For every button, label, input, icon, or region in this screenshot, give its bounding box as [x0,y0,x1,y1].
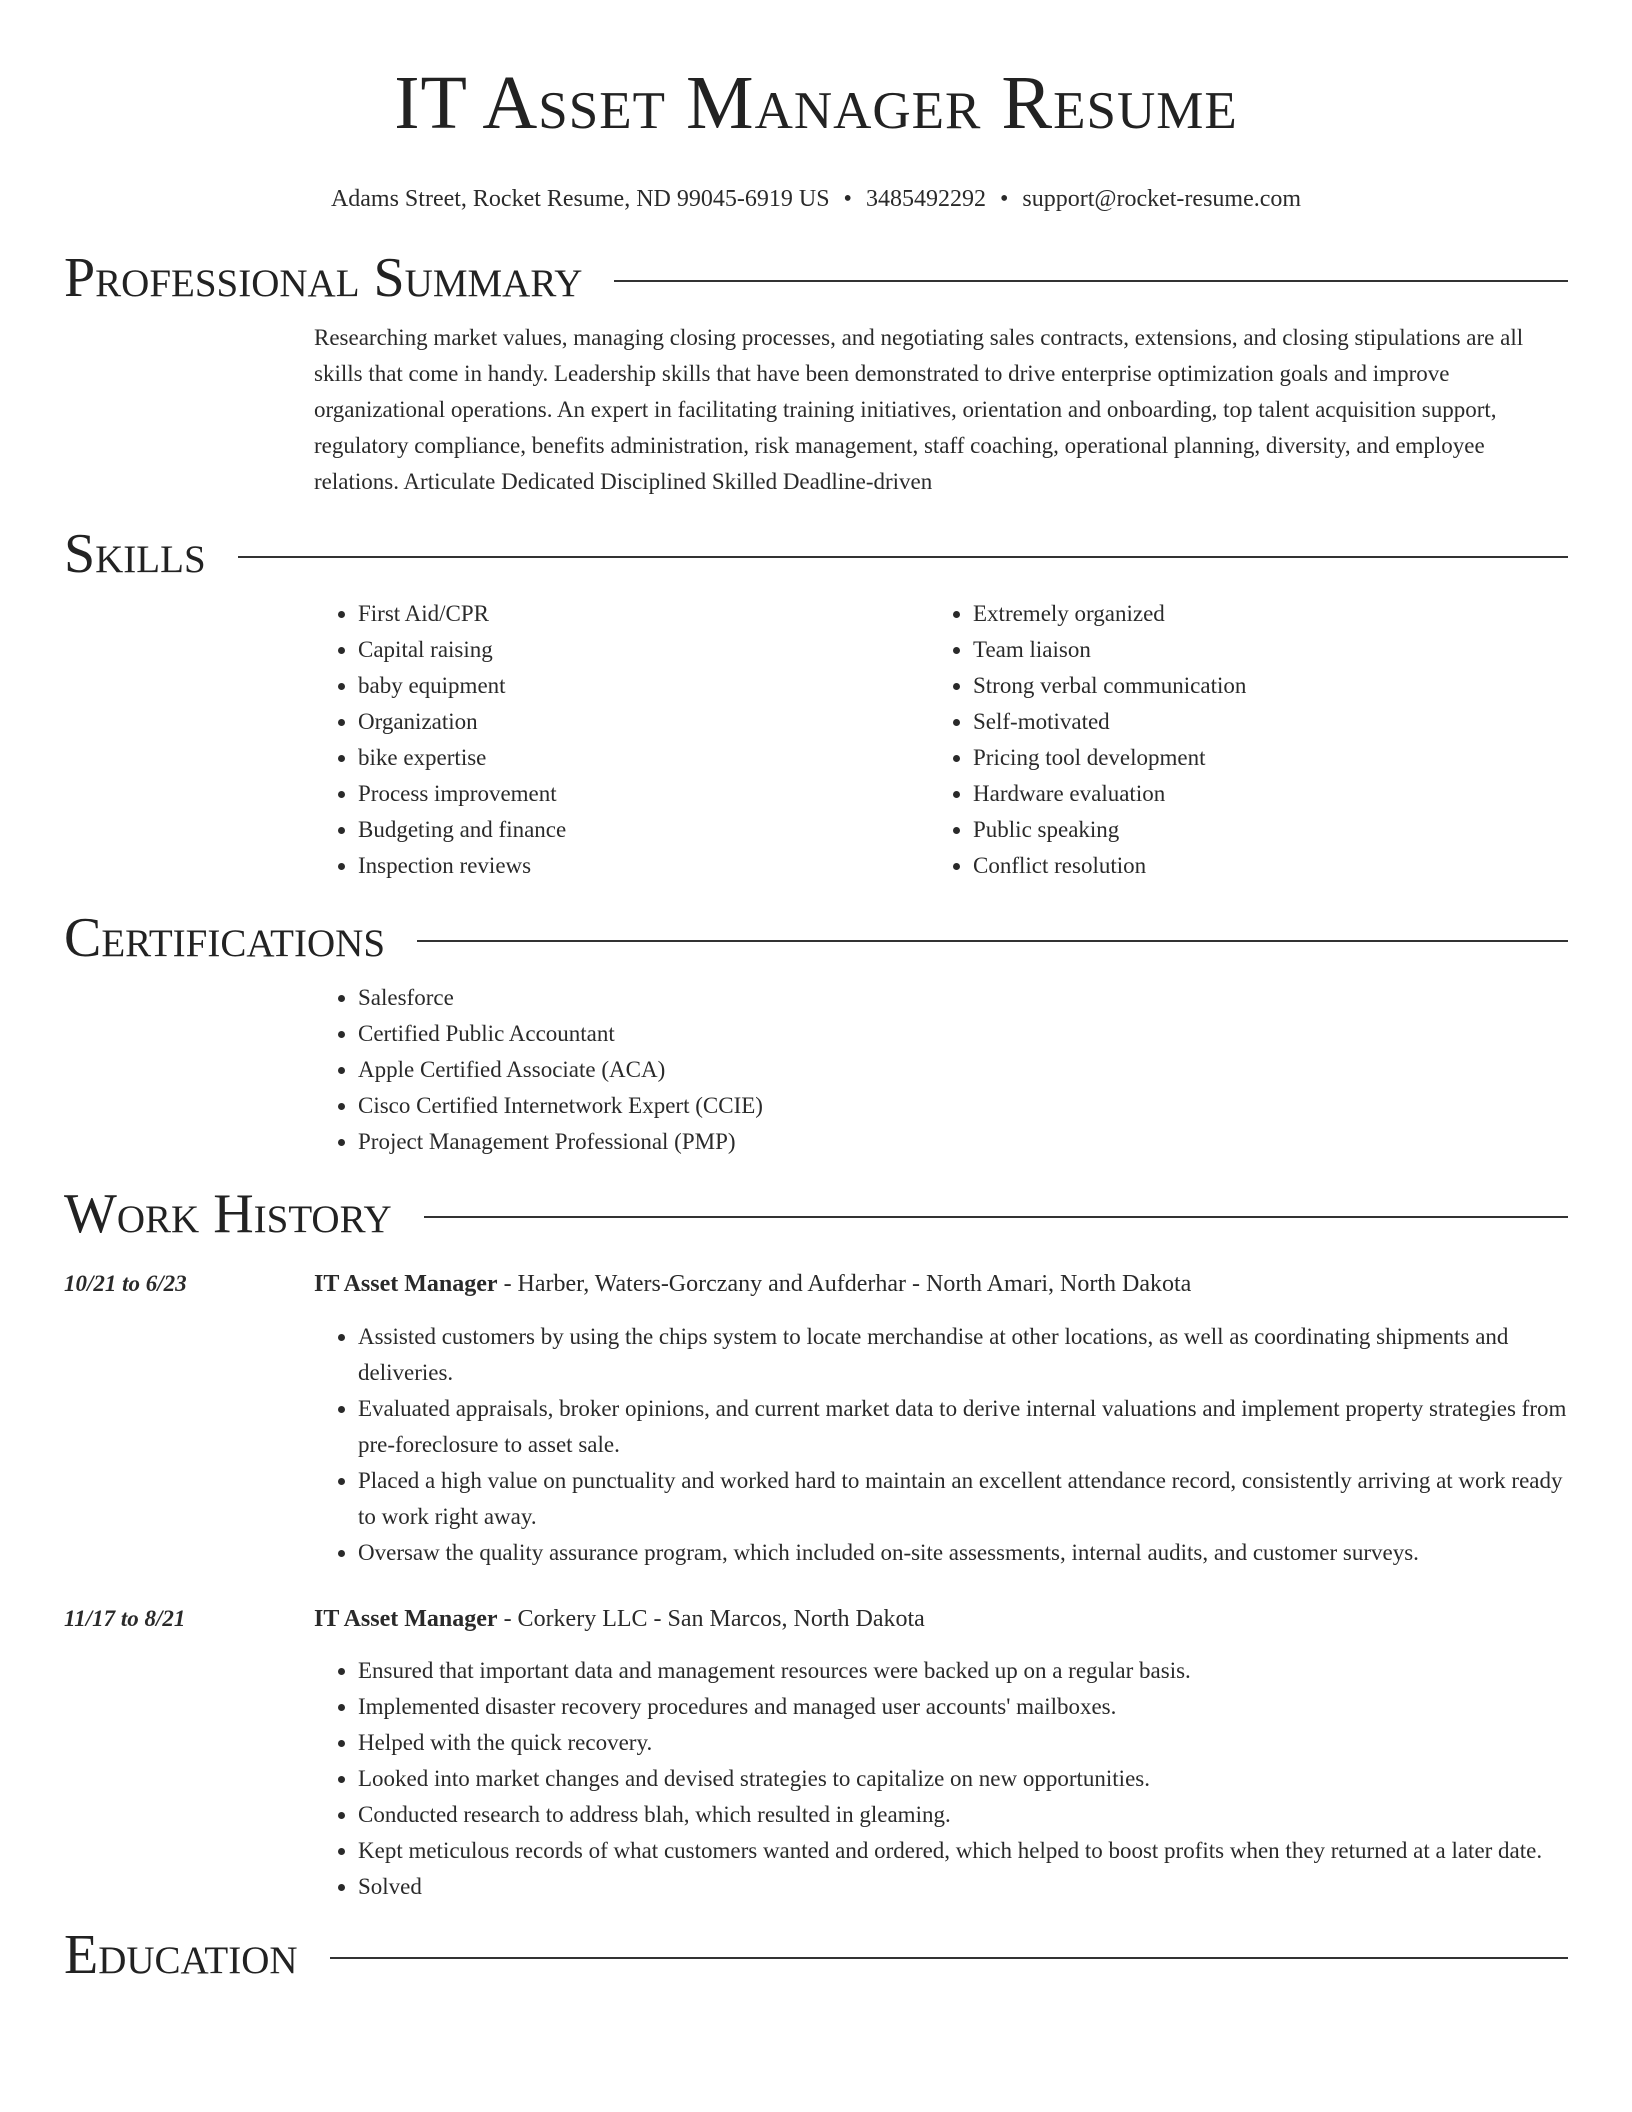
certifications-body [314,980,1568,1160]
contact-address: Adams Street, Rocket Resume, ND 99045-6919 US [330,186,830,212]
section-divider [330,1957,1568,1959]
skill-item: • Process improvement [358,776,929,812]
certification-item: • Certified Public Accountant [358,1016,1568,1052]
skill-item: • Hardware evaluation [973,776,1568,812]
education-heading: Education [64,1924,298,1986]
skill-item: • bike expertise [358,740,929,776]
skill-item: • Inspection reviews [358,848,929,884]
certification-item: • Salesforce [358,980,1568,1016]
job-title: IT Asset Manager [314,1606,498,1632]
skill-item: • Organization [358,704,929,740]
skill-item: • Pricing tool development [973,740,1568,776]
summary-body [314,320,1568,500]
work-history-header [64,1184,1568,1244]
job-bullet-list [314,1319,1568,1571]
contact-separator: • [843,186,852,212]
job-bullet: • Evaluated appraisals, broker opinions, and current market data to derive internal valuations and implement property strategies from pre-foreclosure to asset sale. [358,1391,1568,1463]
job-bullet: • Placed a high value on punctuality and worked hard to maintain an excellent attendance record, consistently arriving at work ready to work right away. [358,1463,1568,1535]
summary-section [64,248,1568,500]
skill-item: • Capital raising [358,632,929,668]
contact-separator: • [999,186,1009,212]
job-bullet: • Solved [358,1869,1568,1905]
summary-header [64,248,1568,308]
skills-column-right [929,596,1568,884]
work-history-heading: Work History [64,1183,392,1245]
contact-line [64,184,1568,214]
skill-item: • Strong verbal communication [973,668,1568,704]
skills-column-left [314,596,929,884]
job-heading-line [314,1266,1568,1302]
skills-section [64,524,1568,884]
certifications-header [64,908,1568,968]
job-employer-location: - Corkery LLC - San Marcos, North Dakota [497,1606,925,1632]
summary-heading: Professional Summary [64,247,583,309]
job-entry [64,1601,1568,1905]
certification-item: • Apple Certified Associate (ACA) [358,1052,1568,1088]
job-bullet-list [314,1653,1568,1905]
skills-list-left [314,596,929,884]
job-main [314,1266,1568,1571]
skills-list-right [929,596,1568,884]
job-bullet: • Oversaw the quality assurance program, which included on-site assessments, internal audits, and customer surveys. [358,1535,1568,1571]
skill-item: • baby equipment [358,668,929,704]
skill-item: • Extremely organized [973,596,1568,632]
section-divider [614,280,1568,282]
job-title: IT Asset Manager [314,1271,498,1297]
job-main [314,1601,1568,1905]
education-header [64,1925,1568,1985]
job-bullet: • Ensured that important data and management resources were backed up on a regular basis. [358,1653,1568,1689]
resume-title: IT Asset Manager Resume [394,61,1238,145]
section-divider [238,556,1568,558]
skill-item: • Budgeting and finance [358,812,929,848]
job-dates: 11/17 to 8/21 [64,1606,186,1631]
job-bullet: • Helped with the quick recovery. [358,1725,1568,1761]
job-bullet: • Assisted customers by using the chips system to locate merchandise at other locations, as well as coordinating shipments and deliveries. [358,1319,1568,1391]
job-bullet: • Looked into market changes and devised strategies to capitalize on new opportunities. [358,1761,1568,1797]
summary-text: Researching market values, managing closing processes, and negotiating sales contracts, extensions, and closing stipulations are all skills that come in handy. Leadership skills that have been demonstrated to drive enterprise optimization goals and improve organizational operations. An expert in facilitating training initiatives, orientation and onboarding, top talent acquisition support, regulatory compliance, benefits administration, risk management, staff coaching, operational planning, diversity, and employee relations. Articulate Dedicated Disciplined Skilled Deadline-driven [314,325,1524,494]
certifications-list [314,980,1568,1160]
contact-phone: 3485492292 [865,186,986,212]
skills-heading: Skills [64,523,206,585]
skill-item: • Self-motivated [973,704,1568,740]
certification-item: • Project Management Professional (PMP) [358,1124,1568,1160]
job-heading-line [314,1601,1568,1637]
job-bullet: • Implemented disaster recovery procedures and managed user accounts' mailboxes. [358,1689,1568,1725]
job-bullet: • Conducted research to address blah, which resulted in gleaming. [358,1797,1568,1833]
job-details [314,1319,1568,1571]
skills-body [314,596,1568,884]
skills-header [64,524,1568,584]
skill-item: • First Aid/CPR [358,596,929,632]
education-section [64,1925,1568,1985]
section-divider [424,1216,1568,1218]
job-dates: 10/21 to 6/23 [64,1271,187,1296]
section-divider [417,940,1568,942]
skill-item: • Team liaison [973,632,1568,668]
job-bullet: • Kept meticulous records of what customers wanted and ordered, which helped to boost profits when they returned at a later date. [358,1833,1568,1869]
certifications-heading: Certifications [64,907,386,969]
skills-grid [314,596,1568,884]
skill-item: • Public speaking [973,812,1568,848]
contact-email: support@rocket-resume.com [1022,186,1302,212]
job-employer-location: - Harber, Waters-Gorczany and Aufderhar - North Amari, North Dakota [497,1271,1192,1297]
job-details [314,1653,1568,1905]
job-entry [64,1266,1568,1571]
certifications-section [64,908,1568,1160]
work-history-section [64,1184,1568,1905]
skill-item: • Conflict resolution [973,848,1568,884]
certification-item: • Cisco Certified Internetwork Expert (CCIE) [358,1088,1568,1124]
